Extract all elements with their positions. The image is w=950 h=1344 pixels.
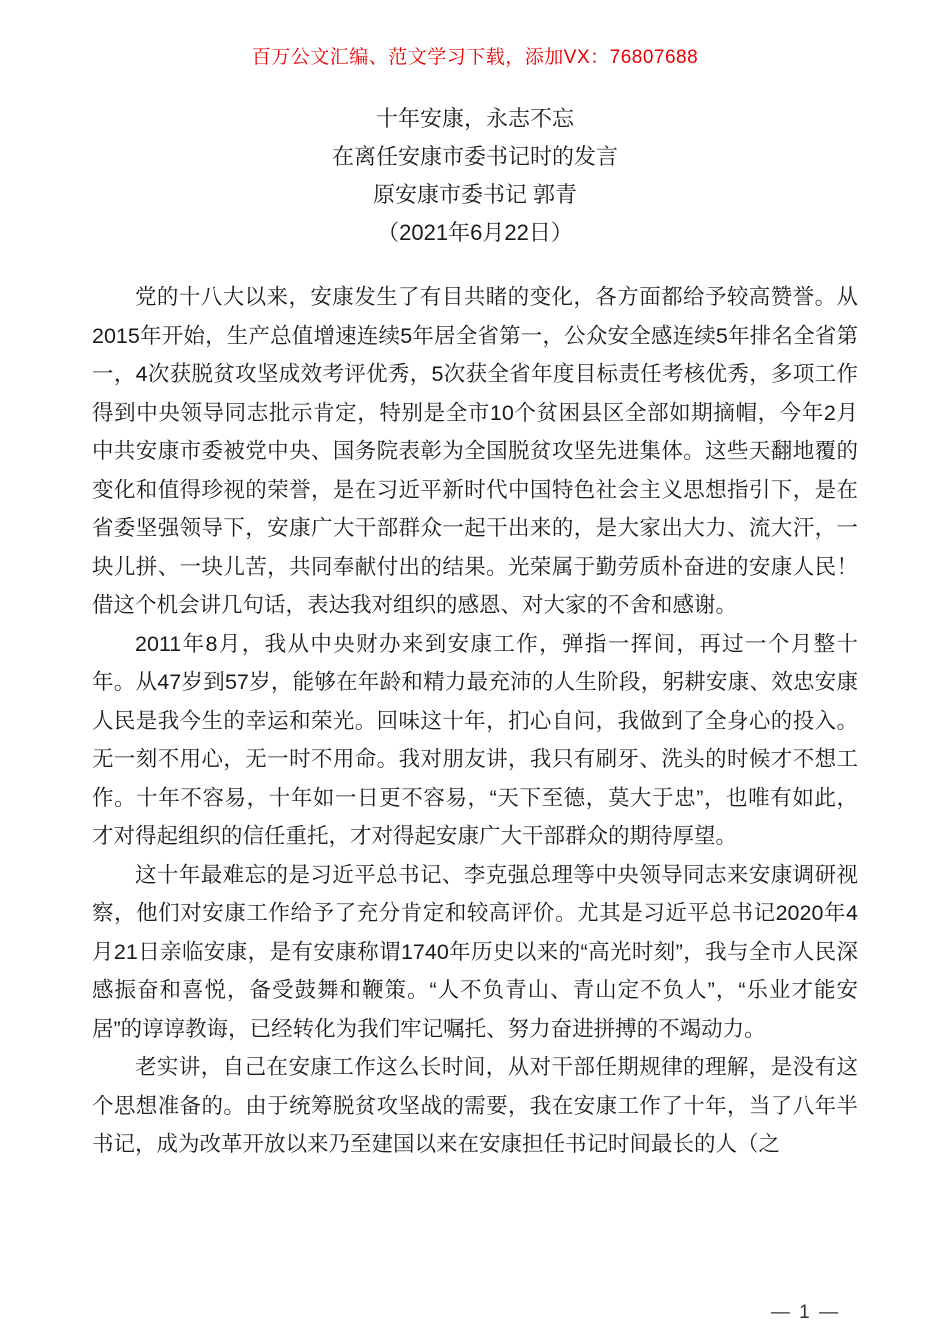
paragraph: 老实讲，自己在安康工作这么长时间，从对干部任期规律的理解，是没有这个思想准备的。由于统筹脱贫攻坚战的需要，我在安康工作了十年，当了八年半书记，成为改革开放以来乃至建国以来在安康担任书记时间最长的人（之 [92, 1055, 858, 1156]
page-number: — 1 — [770, 1302, 840, 1323]
paragraph: 党的十八大以来，安康发生了有目共睹的变化，各方面都给予较高赞誉。从2015年开始，生产总值增速连续5年居全省第一，公众安全感连续5年排名全省第一，4次获脱贫攻坚成效考评优秀，5次获全省年度目标责任考核优秀，多项工作得到中央领导同志批示肯定，特别是全市10个贫困县区全部如期摘帽，今年2月中共安康市委被党中央、国务院表彰为全国脱贫攻坚先进集体。这些天翻地覆的变化和值得珍视的荣誉，是在习近平新时代中国特色社会主义思想指引下，是在省委坚强领导下，安康广大干部群众一起干出来的，是大家出大力、流大汗，一块儿拼、一块儿苦，共同奉献付出的结果。光荣属于勤劳质朴奋进的安康人民！借这个机会讲几句话，表达我对组织的感恩、对大家的不舍和感谢。 [92, 285, 858, 617]
paragraph: 2011年8月，我从中央财办来到安康工作，弹指一挥间，再过一个月整十年。从47岁到57岁，能够在年龄和精力最充沛的人生阶段，躬耕安康、效忠安康人民是我今生的幸运和荣光。回味这十年，扪心自问，我做到了全身心的投入。无一刻不用心，无一时不用命。我对朋友讲，我只有刷牙、洗头的时候才不想工作。十年不容易，十年如一日更不容易，“天下至德，莫大于忠”，也唯有如此，才对得起组织的信任重托，才对得起安康广大干部群众的期待厚望。 [92, 631, 858, 848]
document-date: （2021年6月22日） [377, 220, 573, 245]
promo-notice: 百万公文汇编、范文学习下载，添加VX：76807688 [251, 47, 699, 68]
document-body [92, 278, 858, 1164]
document-subtitle: 在离任安康市委书记时的发言 [331, 144, 618, 169]
title-block [0, 100, 950, 252]
document-title: 十年安康，永志不忘 [375, 106, 574, 131]
paragraph: 这十年最难忘的是习近平总书记、李克强总理等中央领导同志来安康调研视察，他们对安康工作给予了充分肯定和较高评价。尤其是习近平总书记2020年4月21日亲临安康，是有安康称谓1740年历史以来的“高光时刻”，我与全市人民深感振奋和喜悦，备受鼓舞和鞭策。“人不负青山、青山定不负人”，“乐业才能安居”的谆谆教诲，已经转化为我们牢记嘱托、努力奋进拼搏的不竭动力。 [92, 862, 858, 1041]
document-author: 原安康市委书记 郭青 [372, 182, 578, 207]
